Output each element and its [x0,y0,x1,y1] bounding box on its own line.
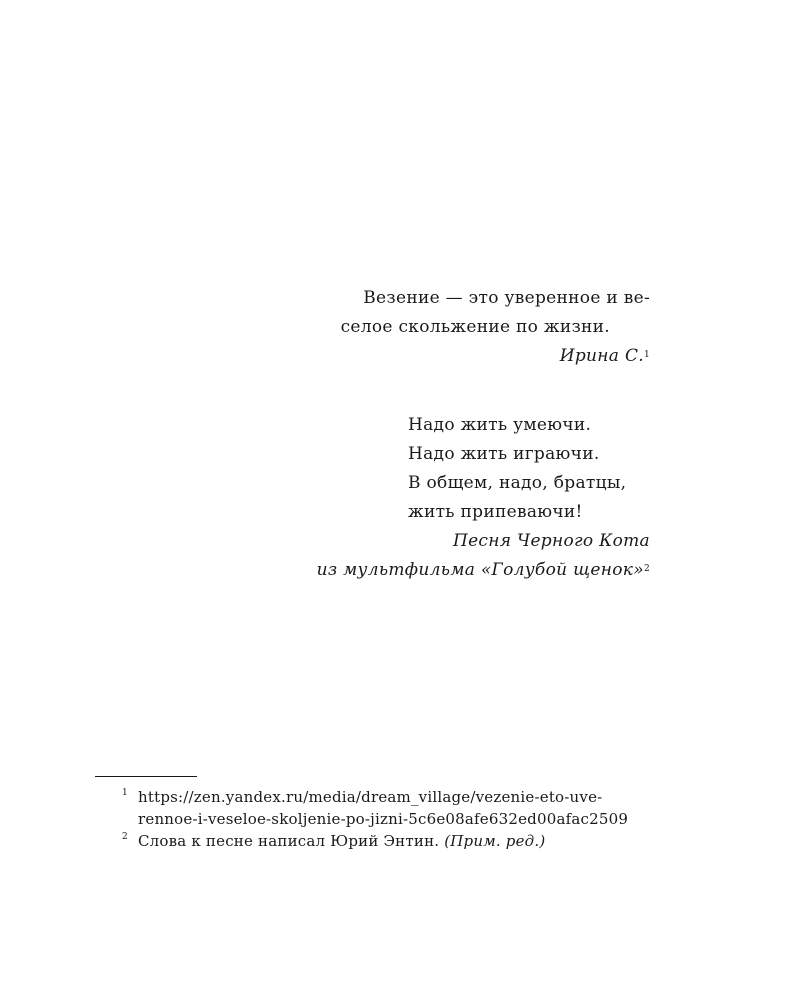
footnote-number: 2 [122,832,128,842]
verse-line: В общем, надо, братцы, [408,473,627,493]
footnote-ref: 2 [643,564,650,574]
footnote-1 [122,786,662,830]
epigraph-line: селое скольжение по жизни. [340,317,610,337]
footnote-number: 1 [122,788,128,798]
footnote-separator [95,776,197,777]
verse-line: жить припеваючи! [408,502,583,522]
epigraph-song [317,411,650,585]
footnote-url-line[interactable]: https://zen.yandex.ru/media/dream_village/vezenie-eto-uve- [138,788,603,806]
footnote-ref: 1 [643,350,650,360]
footnotes [122,786,662,852]
verse-line: Надо жить умеючи. [408,415,592,435]
song-source-line [317,556,650,585]
footnote-2 [122,830,662,852]
author-name: Ирина С. [559,346,644,366]
footnote-plain: Слова к песне написал Юрий Энтин. [138,832,440,850]
epigraph-quote [341,284,650,371]
epigraph-author [341,342,650,371]
footnote-text [122,830,662,852]
epigraph-line: Везение — это уверенное и ве- [363,288,650,308]
song-source-line: Песня Черного Кота [452,531,650,551]
source-text: из мультфильма «Голубой щенок» [316,560,644,580]
verse-line: Надо жить играючи. [408,444,600,464]
footnote-url-line[interactable]: rennoe-i-veseloe-skoljenie-po-jizni-5c6e08afe632ed00afac2509 [138,810,629,828]
editor-note: (Прим. ред.) [444,832,546,850]
